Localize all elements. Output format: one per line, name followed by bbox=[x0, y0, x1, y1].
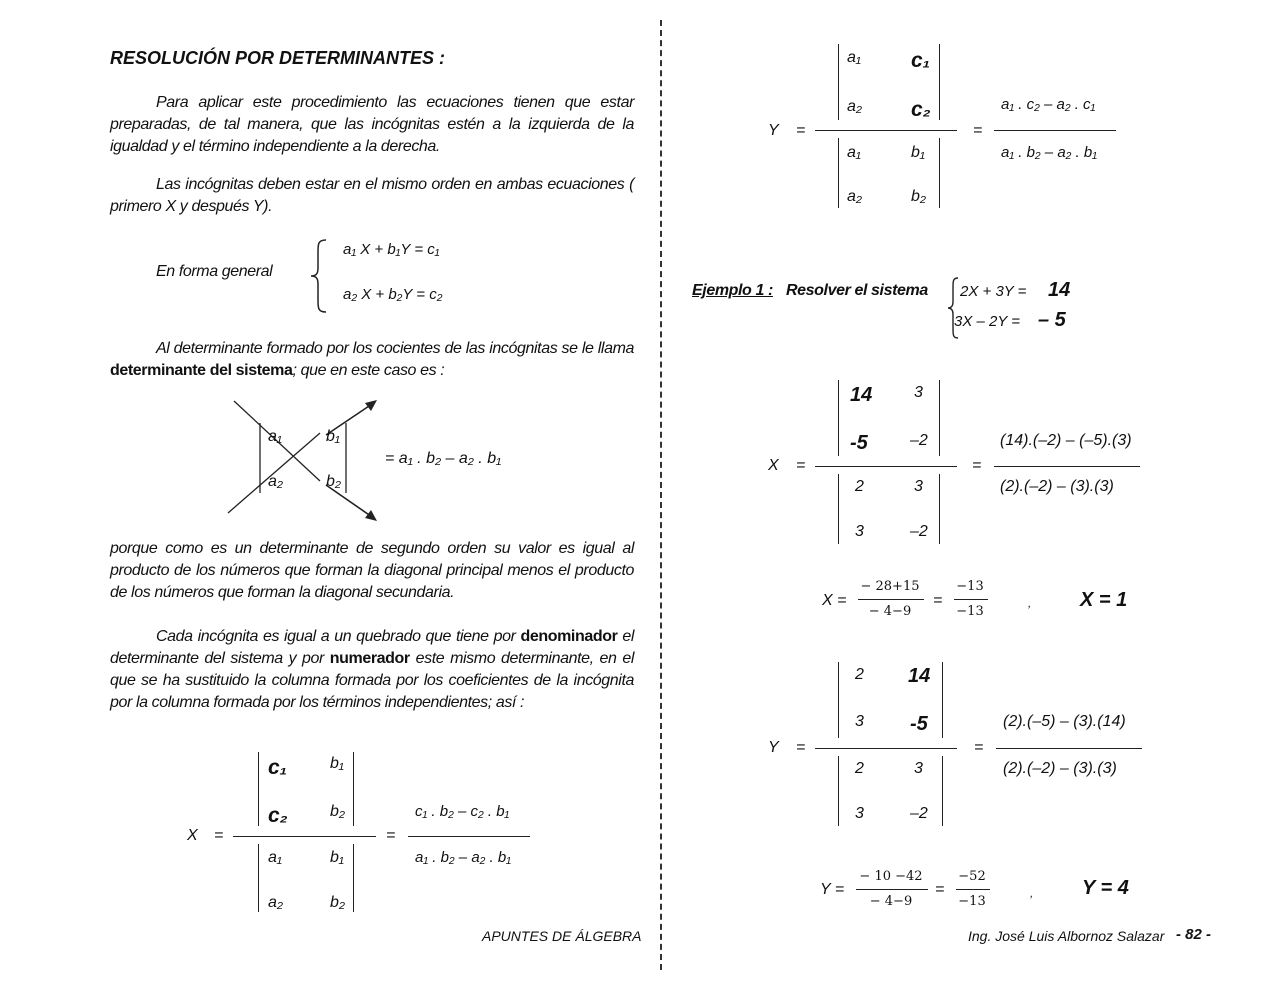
ex-y-d11: 2 bbox=[855, 760, 864, 777]
ex-y-n11: 2 bbox=[855, 666, 864, 683]
x-result-den: a₁ . b₂ – a₂ . b₁ bbox=[415, 849, 511, 866]
section-title: RESOLUCIÓN POR DETERMINANTES : bbox=[110, 48, 446, 68]
y-den-a2: a₂ bbox=[847, 188, 862, 205]
x-calc-num2: −13 bbox=[956, 579, 984, 594]
ex-x-d12: 3 bbox=[914, 478, 923, 495]
ex-y-d22: –2 bbox=[910, 805, 928, 822]
diagram-b1: b₁ bbox=[326, 428, 340, 445]
y-formula-eq2: = bbox=[973, 122, 983, 139]
example-eq1-value: 14 bbox=[1048, 279, 1071, 301]
x-num-b2: b₂ bbox=[330, 803, 345, 820]
y-calc-comma: , bbox=[1030, 886, 1034, 900]
x-den-a1: a₁ bbox=[268, 849, 282, 866]
y-calc-num2: −52 bbox=[958, 869, 986, 884]
ex-x-result-num: (14).(–2) – (–5).(3) bbox=[1000, 432, 1132, 449]
y-num-a1: a₁ bbox=[847, 49, 861, 66]
x-formula-eq2: = bbox=[386, 827, 396, 844]
determinant-diagram bbox=[220, 395, 390, 525]
x-calc-den2: −13 bbox=[956, 604, 984, 619]
y-den-a1: a₁ bbox=[847, 144, 861, 161]
x-den-b1: b₁ bbox=[330, 849, 344, 866]
x-calc-comma: , bbox=[1028, 596, 1032, 610]
example-eq2-value: – 5 bbox=[1038, 309, 1066, 331]
x-calc-den1: − 4−9 bbox=[868, 604, 912, 619]
paragraph-3: Al determinante formado por los cocientes de las incógnitas se le llama determinante del sistema; que en este caso es : bbox=[110, 340, 634, 379]
ex-x-n12: 3 bbox=[914, 384, 923, 401]
example-eq2: 3X – 2Y = bbox=[954, 313, 1021, 330]
x-result-num: c₁ . b₂ – c₂ . b₁ bbox=[415, 803, 510, 820]
diagram-a1: a₁ bbox=[268, 428, 282, 445]
ex-y-result-num: (2).(–5) – (3).(14) bbox=[1003, 713, 1126, 730]
y-calc-eq: = bbox=[935, 881, 945, 898]
paragraph-4: porque como es un determinante de segundo orden su valor es igual al producto de los números que forman la diagonal principal menos el producto de los números que forman la diagonal secundaria. bbox=[110, 540, 634, 601]
ex-x-d22: –2 bbox=[910, 523, 928, 540]
y-calc-den2: −13 bbox=[958, 894, 986, 909]
ex-x-eq: = bbox=[796, 457, 806, 474]
x-result: X = 1 bbox=[1080, 589, 1128, 611]
y-calc-num1: − 10 −42 bbox=[859, 869, 923, 884]
y-result: Y = 4 bbox=[1082, 877, 1129, 899]
page-number: - 82 - bbox=[1176, 926, 1212, 943]
y-den-b2: b₂ bbox=[911, 188, 926, 205]
example-label: Ejemplo 1 : bbox=[692, 282, 773, 299]
x-num-c2: c₂ bbox=[268, 804, 288, 827]
ex-y-d21: 3 bbox=[855, 805, 864, 822]
ex-y-eq: = bbox=[796, 739, 806, 756]
x-calc-eq: = bbox=[933, 592, 943, 609]
ex-x-d21: 3 bbox=[855, 523, 864, 540]
ex-y-eq2: = bbox=[974, 739, 984, 756]
ex-x-n11: 14 bbox=[850, 384, 873, 406]
example-text: Resolver el sistema bbox=[786, 282, 928, 299]
x-den-a2: a₂ bbox=[268, 894, 283, 911]
paragraph-5: Cada incógnita es igual a un quebrado que tiene por denominador el determinante del sistema y por numerador este mismo determinante, en el que se ha sustituido la columna formada por los coeficientes de la incógnita por la columna formada por los términos independientes; así : bbox=[110, 628, 635, 711]
ex-y-n22: -5 bbox=[910, 713, 928, 735]
x-calc-label: X = bbox=[822, 592, 847, 609]
ex-x-result-den: (2).(–2) – (3).(3) bbox=[1000, 478, 1114, 495]
ex-y-d12: 3 bbox=[914, 760, 923, 777]
ex-x-n21: -5 bbox=[850, 432, 868, 454]
x-formula-eq: = bbox=[214, 827, 224, 844]
general-eq-1: a₁ X + b₁Y = c₁ bbox=[343, 241, 440, 258]
y-formula-eq: = bbox=[796, 122, 806, 139]
x-formula-label: X bbox=[187, 827, 198, 844]
x-calc-num1: − 28+15 bbox=[860, 579, 920, 594]
y-num-c1: c₁ bbox=[911, 49, 931, 72]
diagram-result: = a₁ . b₂ – a₂ . b₁ bbox=[385, 450, 502, 467]
y-calc-den1: − 4−9 bbox=[869, 894, 913, 909]
x-num-b1: b₁ bbox=[330, 755, 344, 772]
left-brace-icon bbox=[308, 238, 330, 314]
example-brace-icon bbox=[946, 276, 960, 340]
general-eq-2: a₂ X + b₂Y = c₂ bbox=[343, 286, 443, 303]
ex-y-result-den: (2).(–2) – (3).(3) bbox=[1003, 760, 1117, 777]
x-fraction-line bbox=[233, 836, 376, 837]
y-num-c2: c₂ bbox=[911, 98, 931, 121]
x-den-b2: b₂ bbox=[330, 894, 345, 911]
ex-y-n12: 14 bbox=[908, 665, 931, 687]
diagram-b2: b₂ bbox=[326, 473, 341, 490]
footer-author: Ing. José Luis Albornoz Salazar bbox=[968, 928, 1165, 944]
ex-x-eq2: = bbox=[972, 457, 982, 474]
ex-y-label: Y bbox=[768, 739, 779, 756]
y-calc-label: Y = bbox=[820, 881, 845, 898]
diagram-a2: a₂ bbox=[268, 473, 283, 490]
footer-left: APUNTES DE ÁLGEBRA bbox=[482, 928, 642, 944]
ex-x-d11: 2 bbox=[855, 478, 864, 495]
example-eq1: 2X + 3Y = bbox=[960, 283, 1027, 300]
ex-y-n21: 3 bbox=[855, 713, 864, 730]
y-num-a2: a₂ bbox=[847, 98, 862, 115]
y-formula-label: Y bbox=[768, 122, 779, 139]
y-result-num: a₁ . c₂ – a₂ . c₁ bbox=[1001, 96, 1096, 113]
paragraph-2: Las incógnitas deben estar en el mismo orden en ambas ecuaciones ( primero X y después Y). bbox=[110, 176, 634, 215]
x-num-c1: c₁ bbox=[268, 756, 288, 779]
general-form-label: En forma general bbox=[156, 263, 273, 280]
y-den-b1: b₁ bbox=[911, 144, 925, 161]
page-divider bbox=[660, 20, 662, 970]
ex-x-label: X bbox=[768, 457, 779, 474]
ex-x-n22: –2 bbox=[910, 432, 928, 449]
y-result-den: a₁ . b₂ – a₂ . b₁ bbox=[1001, 144, 1097, 161]
paragraph-1: Para aplicar este procedimiento las ecuaciones tienen que estar preparadas, de tal manera, que las incógnitas estén a la izquierda de la igualdad y el término independiente a la derecha. bbox=[110, 94, 634, 155]
